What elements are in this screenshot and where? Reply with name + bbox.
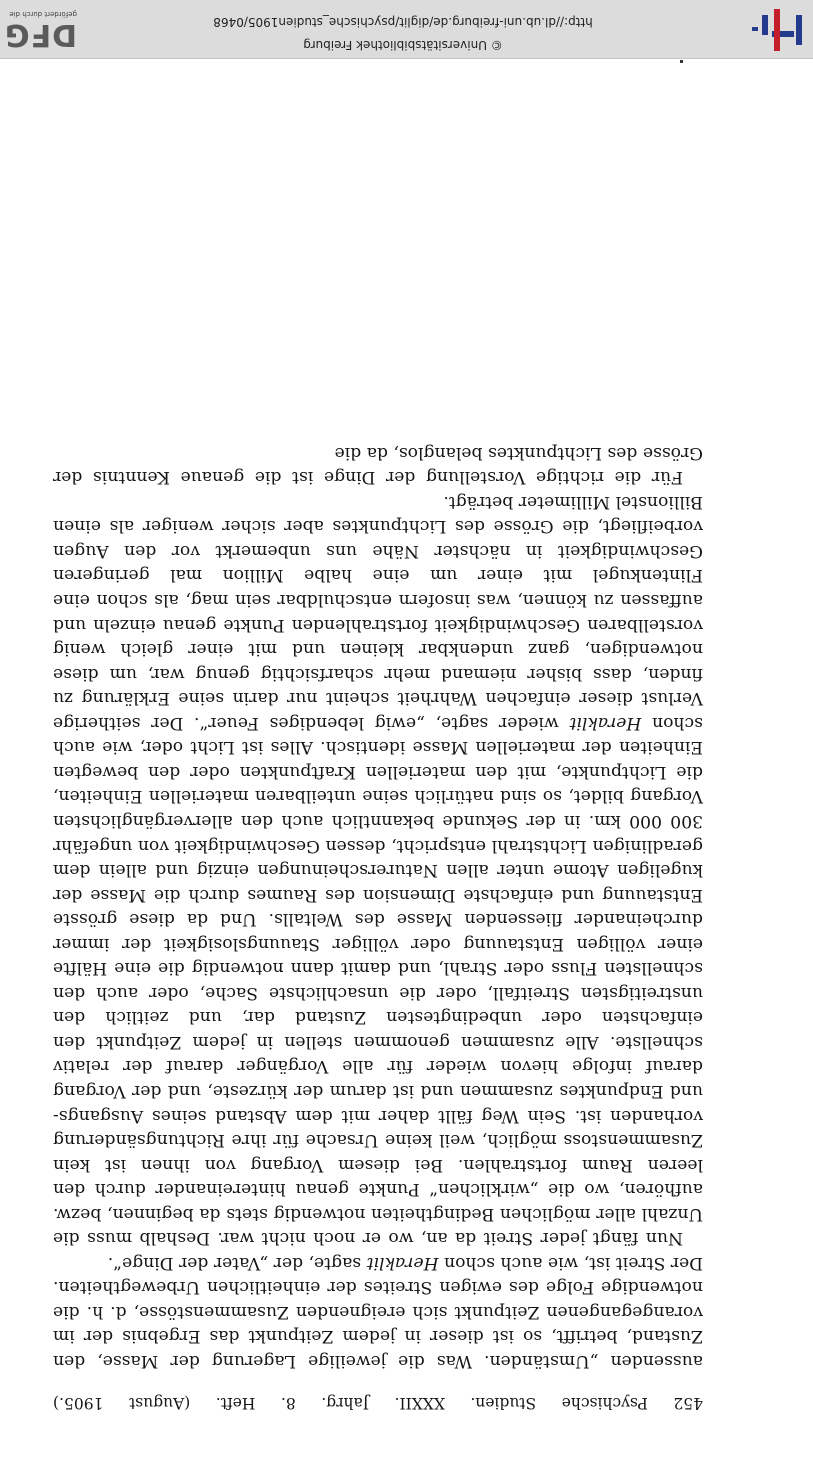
ub-freiburg-logo-icon[interactable] (750, 9, 808, 51)
scan-speck (680, 60, 683, 63)
body-text (53, 440, 703, 1373)
scanned-page (53, 440, 703, 1413)
dfg-logo-subtitle: gefördert durch die (9, 10, 77, 18)
name-emphasis: Heraklit (366, 1252, 439, 1273)
paragraph: Für die richtige Vorstellung der Dinge ist die genaue Kenntnis der Grösse des Lichtpunktes belanglos, da die (53, 442, 703, 488)
copyright-notice: © Universitätsbibliothek Freiburg (303, 38, 503, 52)
name-emphasis: Heraklit (569, 712, 642, 733)
viewer-footer-bar (0, 0, 813, 59)
running-head: 452 Psychische Studien. XXXII. Jahrg. 8. Heft. (August 1905.) (53, 1394, 703, 1412)
dfg-logo-icon[interactable] (0, 6, 79, 52)
paragraph: aussenden „Umständen. Was die jeweilige Lagerung der Masse, den Zustand, betrifft, so ist dieser in jedem Zeitpunkt das Ergebnis der im vorangegangenen Zeitpunkt sich ereignenden Zusammenstösse, d. h. die notwendige Folge des ewigen Streites der einheitlichen Urbewegtheiten. Der Streit ist, wie auch schon Heraklit sagte, der „Vater der Dinge“. (53, 1252, 703, 1371)
paragraph: Nun fängt jeder Streit da an, wo er noch nicht war. Deshalb muss die Unzahl aller möglichen Bedingtheiten notwendig stets da beginnen, bezw. aufhören, wo die „wirklichen“ Punkte genau hintereinander durch den leeren Raum fortstrahlen. Bei diesem Vorgang von ihnen ist kein Zusammenstoss möglich, weil keine Ursache für ihre Richtungsänderung vorhanden ist. Sein Weg fällt daher mit dem Abstand seines Ausgangs- und Endpunktes zusammen und ist darum der kürzeste, und der Vorgang darauf infolge hievon wieder für alle Vorgänger darauf der relativ schnellste. Alle zusammen genommen stellen in jedem Zeitpunkt den einfachsten oder unbedingtesten Zustand dar, und zeitlich den unstreitigsten Streitfall, oder die unsachlichste Sache, oder auch den schnellsten Fluss oder Strahl, und damit dann notwendig die eine Hälfte einer völligen Entstauung oder völliger Stauungslosigkeit der immer durcheinander fliessenden Masse des Weltalls. Und da diese grösste Entstauung und einfachste Dimension des Raumes durch die Masse der kugeligen Atome unter allen Naturerscheinungen einzig und allein dem geradlinigen Lichtstrahl entspricht, dessen Geschwindigkeit von ungefähr 300 000 km. in der Sekunde bekanntlich auch den allervergänglichsten Vorgang bildet, so sind natürlich seine unteilbaren materiellen Einheiten, die Lichtpunkte, mit den materiellen Kraftpunkten oder den bewegten Einheiten der materiellen Masse identisch. Alles ist Licht oder, wie auch schon Heraklit wieder sagte, „ewig lebendiges Feuer“. Der seitherige Verlust dieser einfachen Wahrheit scheint nur darin seine Erklärung zu finden, dass bisher niemand mehr scharfsichtig genug war, um diese notwendigen, ganz undenkbar kleinen und mit einer gleich wenig vorstellbaren Geschwindigkeit fortstrahlenden Punkte genau einzeln und auffassen zu können, was insofern entschuldbar sein mag, als schon eine Flintenkugel mit einer um eine halbe Million mal geringeren Geschwindigkeit in nächster Nähe uns unbemerkt vor den Augen vorbeifliegt, die Grösse des Lichtpunktes aber sicher weniger als einen Billionstel Millimeter beträgt. (53, 491, 703, 1249)
permalink-url[interactable]: http://dl.ub.uni-freiburg.de/diglit/psychische_studien1905/0468 (213, 15, 593, 29)
dfg-logo-mark: DFG (3, 17, 77, 52)
